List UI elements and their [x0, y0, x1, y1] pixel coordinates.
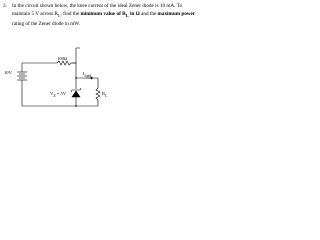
- question-number: 3.: [3, 3, 7, 9]
- bold-span: minimum value of R: [80, 11, 126, 18]
- zener-diode: [71, 88, 81, 97]
- resistor-label: 100Ω: [57, 56, 68, 61]
- resistor-100: [57, 61, 71, 65]
- question-line-1: In the circuit shown below, the knee current of the ideal Zener diode is 10 mA. To: [12, 3, 183, 9]
- circuit-svg: [0, 44, 200, 117]
- load-label: [102, 91, 107, 99]
- current-label-main: I: [83, 71, 85, 76]
- zener-label-main: V: [50, 91, 54, 96]
- resistor-load: [96, 88, 100, 100]
- text-span: and the: [139, 11, 158, 18]
- load-label-main: R: [102, 91, 106, 96]
- zener-label-sub: Z: [53, 93, 56, 98]
- question-text: [12, 2, 198, 28]
- wire-vertical-to-node: [72, 63, 76, 78]
- text-span: , find the: [60, 11, 81, 18]
- question-line-3: rating of the Zener diode in mW.: [12, 21, 80, 28]
- bold-span: in Ω: [128, 11, 140, 18]
- load-label-sub: L: [105, 93, 108, 98]
- bold-sub: L: [125, 13, 129, 19]
- bold-span: maximum power: [157, 11, 196, 18]
- zener-label: [50, 91, 66, 99]
- wire-bottom: [22, 100, 98, 106]
- text-span: maintain 5 V across R: [12, 11, 58, 18]
- current-label: [83, 71, 91, 79]
- circuit-diagram: [0, 44, 200, 117]
- wire-top-right-a: [71, 48, 80, 63]
- source-label: 10V: [4, 70, 12, 75]
- zener-label-value: = 5V: [55, 91, 67, 96]
- text-sub: L: [57, 13, 61, 19]
- battery-symbol: [17, 72, 27, 80]
- question-line-2: [12, 10, 198, 20]
- current-label-sub: load: [84, 73, 92, 78]
